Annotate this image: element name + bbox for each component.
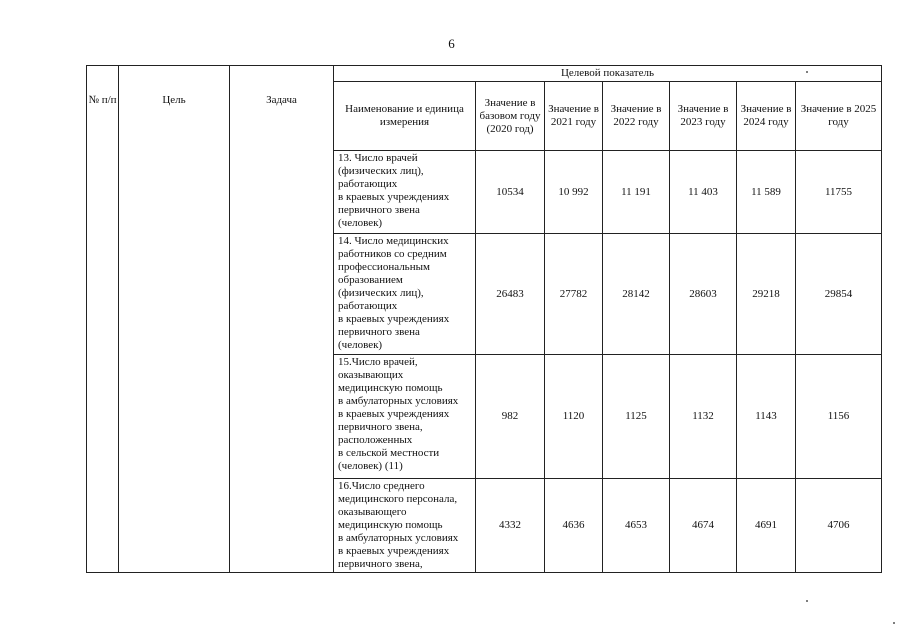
col-header-2023: Значение в 2023 году [670,82,737,151]
scan-speck [893,622,895,624]
col-header-2024: Значение в 2024 году [737,82,796,151]
value-2021: 10 992 [545,151,603,234]
value-base: 982 [476,355,545,479]
value-2025: 1156 [796,355,882,479]
value-2025: 4706 [796,479,882,573]
col-header-goal: Цель [119,66,230,573]
value-2021: 1120 [545,355,603,479]
value-2023: 28603 [670,234,737,355]
value-2021: 4636 [545,479,603,573]
value-2023: 1132 [670,355,737,479]
targets-table [86,65,882,573]
indicator-name: 14. Число медицинских работников со средним профессиональным образованием (физических лиц), работающих в краевых учреждениях первичного звена (человек) [334,234,476,355]
col-header-2021: Значение в 2021 году [545,82,603,151]
scan-speck [806,71,808,73]
indicator-name: 13. Число врачей (физических лиц), работающих в краевых учреждениях первичного звена (человек) [334,151,476,234]
indicator-name: 15.Число врачей, оказывающих медицинскую помощь в амбулаторных условиях в краевых учреждениях первичного звена, расположенных в сельской местности (человек) (11) [334,355,476,479]
value-base: 26483 [476,234,545,355]
value-2022: 28142 [603,234,670,355]
value-2022: 11 191 [603,151,670,234]
col-header-2025: Значение в 2025 году [796,82,882,151]
group-header-target-indicator: Целевой показатель [334,66,882,82]
col-header-num: № п/п [87,66,119,573]
value-2022: 4653 [603,479,670,573]
value-base: 4332 [476,479,545,573]
value-2024: 11 589 [737,151,796,234]
value-2023: 11 403 [670,151,737,234]
page-number: 6 [448,36,455,51]
scan-speck [806,600,808,602]
col-header-name: Наименование и единица измерения [334,82,476,151]
value-2025: 29854 [796,234,882,355]
value-2022: 1125 [603,355,670,479]
value-2025: 11755 [796,151,882,234]
col-header-base-year: Значение в базовом году (2020 год) [476,82,545,151]
value-2024: 4691 [737,479,796,573]
value-2024: 1143 [737,355,796,479]
col-header-2022: Значение в 2022 году [603,82,670,151]
value-2021: 27782 [545,234,603,355]
col-header-task: Задача [230,66,334,573]
value-base: 10534 [476,151,545,234]
indicator-name: 16.Число среднего медицинского персонала, оказывающего медицинскую помощь в амбулаторных условиях в краевых учреждениях первичного звена, [334,479,476,573]
value-2023: 4674 [670,479,737,573]
value-2024: 29218 [737,234,796,355]
